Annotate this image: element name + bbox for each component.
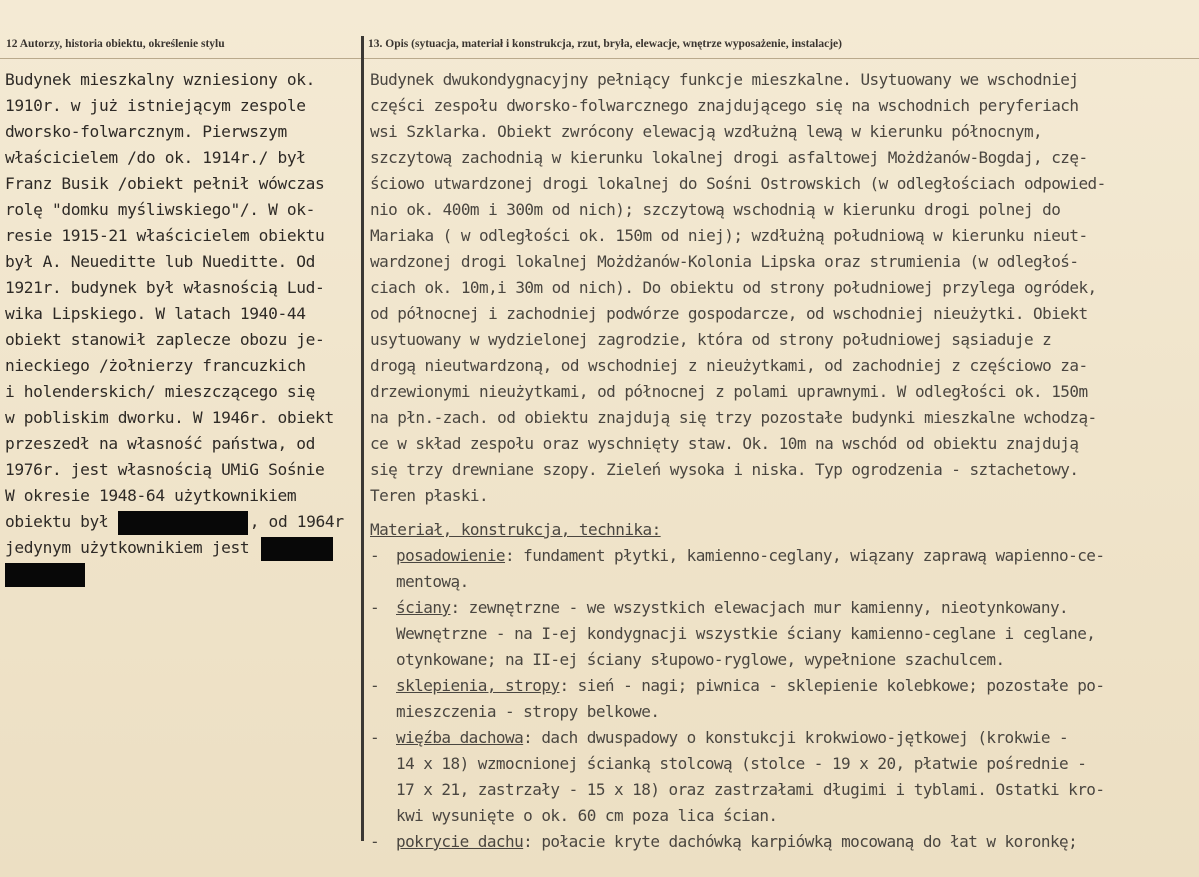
materials-item-continuation: mieszczenia - stropy belkowe. [396,702,660,721]
history-text-fragment: , od 1964r [249,512,344,531]
materials-item-text: : zewnętrzne - we wszystkich elewacjach mur kamienny, nieotynkowany. [450,598,1069,617]
description-line: usytuowany w wydzielonej zagrodzie, która od strony południowej sąsiaduje z [370,330,1052,349]
redaction-block [5,563,85,587]
history-line: i holenderskich/ mieszczącego się [5,382,316,401]
description-line: wardzonej drogi lokalnej Możdżanów-Kolonia Lipska oraz strumienia (w odległoś- [370,252,1079,271]
description-line: Budynek dwukondygnacyjny pełniący funkcje mieszkalne. Usytuowany we wschodniej [370,70,1079,89]
materials-item-continuation: 17 x 21, zastrzały - 15 x 18) oraz zastrzałami długimi i tyblami. Ostatki kro- [396,780,1105,799]
history-line: dworsko-folwarcznym. Pierwszym [5,122,287,141]
description-line: Teren płaski. [370,486,489,505]
description-line: wsi Szklarka. Obiekt zwrócony elewacją wzdłużną lewą w kierunku północnym, [370,122,1043,141]
materials-item-label: sklepienia, stropy [396,676,560,695]
history-line: właścicielem /do ok. 1914r./ był [5,148,306,167]
description-line: się trzy drewniane szopy. Zieleń wysoka i niska. Typ ogrodzenia - sztachetowy. [370,460,1079,479]
description-line: od północnej i zachodniej podwórze gospodarcze, od wschodniej nieużytki. Obiekt [370,304,1088,323]
history-text-fragment: jedynym użytkownikiem jest [5,538,250,557]
materials-item-continuation: kwi wysunięte o ok. 60 cm poza lica ścian. [396,806,778,825]
materials-item-label: więźba dachowa [396,728,524,747]
materials-item-text: : sień - nagi; piwnica - sklepienie kolebkowe; pozostałe po- [559,676,1105,695]
materials-item [370,725,1192,829]
history-column [5,67,357,587]
history-line: Budynek mieszkalny wzniesiony ok. [5,70,316,89]
history-line: wika Lipskiego. W latach 1940-44 [5,304,306,323]
materials-item-continuation: 14 x 18) wzmocnionej ścianką stolcową (stolce - 19 x 20, płatwie pośrednie - [396,754,1087,773]
materials-item [370,673,1192,725]
history-line: w pobliskim dworku. W 1946r. obiekt [5,408,334,427]
history-line: 1921r. budynek był własnością Lud- [5,278,325,297]
materials-heading: Materiał, konstrukcja, technika: [370,520,661,539]
section-12-header: 12 Autorzy, historia obiektu, określenie stylu [6,38,225,50]
materials-item-line [370,595,1192,621]
description-line: na płn.-zach. od obiektu znajdują się trzy pozostałe budynki mieszkalne wchodzą- [370,408,1097,427]
materials-item [370,543,1192,595]
description-line: ce w skład zespołu oraz wyschnięty staw. Ok. 10m na wschód od obiektu znajdują [370,434,1079,453]
materials-item-label: posadowienie [396,546,505,565]
materials-item-continuation: Wewnętrzne - na I-ej kondygnacji wszystkie ściany kamienno-ceglane i ceglane, [396,624,1096,643]
history-text-fragment: obiektu był [5,512,109,531]
description-line: Mariaka ( w odległości ok. 150m od niej); wzdłużną południową w kierunku nieut- [370,226,1088,245]
history-line: rolę "domku myśliwskiego"/. W ok- [5,200,316,219]
history-line: nieckiego /żołnierzy francuzkich [5,356,306,375]
materials-item-line [370,725,1192,751]
description-line: ciach ok. 10m,i 30m od nich). Do obiektu od strony południowej przylega ogródek, [370,278,1097,297]
materials-list [370,543,1192,855]
list-dash: - [370,728,380,747]
materials-item-text: : fundament płytki, kamienno-ceglany, wiązany zaprawą wapienno-ce- [505,546,1105,565]
description-column [370,67,1192,855]
materials-item-text: : dach dwuspadowy o konstukcji krokwiowo-jętkowej (krokwie - [523,728,1069,747]
history-line: obiekt stanowił zaplecze obozu je- [5,330,325,349]
list-dash: - [370,832,380,851]
description-line: części zespołu dworsko-folwarcznego znajdującego się na wschodnich peryferiach [370,96,1079,115]
description-line: drzewionymi nieużytkami, od północnej z polami uprawnymi. W odległości ok. 150m [370,382,1088,401]
history-line: 1976r. jest własnością UMiG Sośnie [5,460,325,479]
description-line: drogą nieutwardzoną, od wschodniej z nieużytkami, od zachodniej z częściowo za- [370,356,1088,375]
list-dash: - [370,598,380,617]
history-line: W okresie 1948-64 użytkownikiem [5,486,297,505]
list-dash: - [370,676,380,695]
history-line: resie 1915-21 właścicielem obiektu [5,226,325,245]
section-13-header: 13. Opis (sytuacja, materiał i konstrukcja, rzut, bryła, elewacje, wnętrze wyposażenie, instalacje) [368,38,842,50]
description-line: ściowo utwardzonej drogi lokalnej do Sośni Ostrowskich (w odległościach odpowied- [370,174,1106,193]
materials-item-label: pokrycie dachu [396,832,524,851]
history-line-last-user [5,535,357,561]
description-intro [370,67,1192,509]
redaction-block [118,511,248,535]
header-rule [0,58,1199,59]
materials-item-continuation: mentową. [396,572,469,591]
materials-item-line [370,673,1192,699]
materials-item [370,595,1192,673]
materials-item-text: : połacie kryte dachówką karpiówką mocowaną do łat w koronkę; [523,832,1078,851]
materials-item-line [370,543,1192,569]
column-divider [361,36,364,841]
history-line: przeszedł na własność państwa, od [5,434,316,453]
paragraph-spacer [370,509,1192,517]
materials-item-continuation: otynkowane; na II-ej ściany słupowo-ryglowe, wypełnione szachulcem. [396,650,1005,669]
history-line: Franz Busik /obiekt pełnił wówczas [5,174,325,193]
history-line: 1910r. w już istniejącym zespole [5,96,306,115]
description-line: nio ok. 400m i 300m od nich); szczytową wschodnią w kierunku drogi polnej do [370,200,1061,219]
materials-item-line [370,829,1192,855]
history-text [5,67,357,509]
materials-item-label: ściany [396,598,451,617]
materials-item [370,829,1192,855]
history-line-user [5,509,357,535]
description-line: szczytową zachodnią w kierunku lokalnej drogi asfaltowej Możdżanów-Bogdaj, czę- [370,148,1088,167]
history-line: był A. Neueditte lub Nueditte. Od [5,252,316,271]
history-line-redacted [5,561,357,587]
list-dash: - [370,546,380,565]
redaction-block [261,537,333,561]
